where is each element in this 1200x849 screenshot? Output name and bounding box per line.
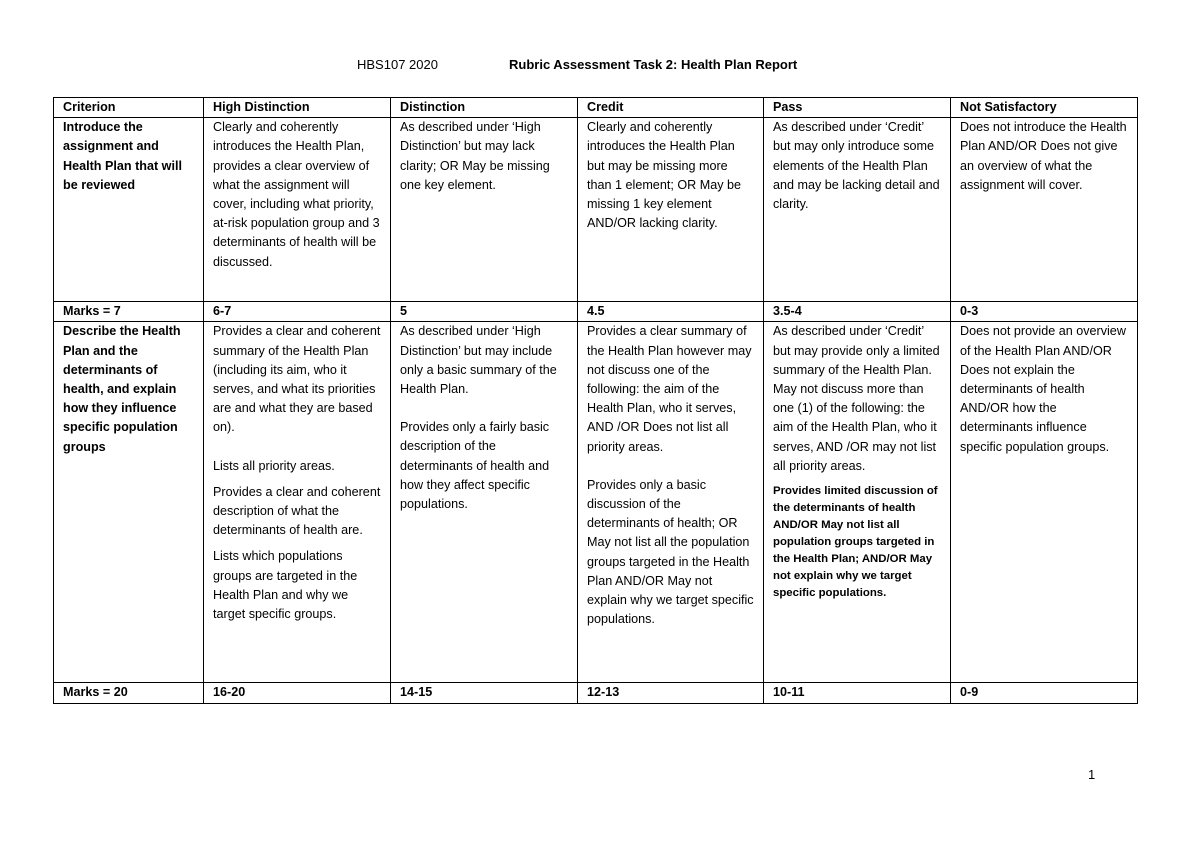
- table-header-row: [54, 98, 1138, 118]
- cell-paragraph: Lists which populations groups are targeted in the Health Plan and why we target specific groups.: [213, 549, 358, 622]
- cell-paragraph: Lists all priority areas.: [213, 458, 335, 473]
- credit-cell: [578, 322, 764, 683]
- pass-cell: [764, 322, 951, 683]
- column-header: Not Satisfactory: [951, 98, 1138, 118]
- page-number: 1: [1088, 767, 1096, 782]
- marks-hd: 6-7: [204, 302, 391, 322]
- marks-d: 14-15: [391, 683, 578, 703]
- cell-paragraph: Provides limited discussion of the determinants of health AND/OR May not list all population groups targeted in the Health Plan; AND/OR May not explain why we target specific populations.: [773, 485, 938, 600]
- high-distinction-cell: [204, 322, 391, 683]
- marks-c: 12-13: [578, 683, 764, 703]
- column-header: High Distinction: [204, 98, 391, 118]
- column-header: Pass: [764, 98, 951, 118]
- marks-ns: 0-9: [951, 683, 1138, 703]
- criterion-cell: Introduce the assignment and Health Plan that will be reviewed: [54, 118, 204, 302]
- marks-c: 4.5: [578, 302, 764, 322]
- table-row: [54, 118, 1138, 302]
- cell-paragraph: Provides a clear and coherent description of what the determinants of health are.: [213, 484, 381, 538]
- column-header: Criterion: [54, 98, 204, 118]
- course-code: HBS107 2020: [357, 57, 438, 72]
- cell-paragraph: Provides a clear and coherent summary of the Health Plan (including its aim, who it serves, and what its priorities are and what they are based on).: [213, 324, 381, 435]
- marks-row: [54, 683, 1138, 703]
- marks-row: [54, 302, 1138, 322]
- distinction-cell: As described under ‘High Distinction’ but may lack clarity; OR May be missing one key element.: [391, 118, 578, 302]
- cell-paragraph: Provides a clear summary of the Health Plan however may not discuss one of the following: the aim of the Health Plan, who it serves, AND /OR Does not list all priority areas.: [587, 324, 752, 454]
- distinction-cell: [391, 322, 578, 683]
- rubric-table: [53, 97, 1138, 704]
- not-satisfactory-cell: Does not introduce the Health Plan AND/OR Does not give an overview of what the assignment will cover.: [951, 118, 1138, 302]
- document-title: Rubric Assessment Task 2: Health Plan Report: [509, 57, 798, 72]
- marks-p: 10-11: [764, 683, 951, 703]
- marks-label: Marks = 20: [54, 683, 204, 703]
- cell-paragraph: As described under ‘High Distinction’ but may include only a basic summary of the Health Plan.: [400, 324, 557, 397]
- cell-paragraph: Provides only a basic discussion of the determinants of health; OR May not list all the population groups targeted in the Health Plan AND/OR May not explain why we target specific populations.: [587, 477, 754, 627]
- criterion-cell: Describe the Health Plan and the determinants of health, and explain how they influence specific population groups: [54, 322, 204, 683]
- marks-hd: 16-20: [204, 683, 391, 703]
- marks-d: 5: [391, 302, 578, 322]
- marks-ns: 0-3: [951, 302, 1138, 322]
- high-distinction-cell: Clearly and coherently introduces the Health Plan, provides a clear overview of what the assignment will cover, including what priority, at-risk population group and 3 determinants of health will be discussed.: [204, 118, 391, 302]
- column-header: Credit: [578, 98, 764, 118]
- column-header: Distinction: [391, 98, 578, 118]
- marks-p: 3.5-4: [764, 302, 951, 322]
- pass-cell: As described under ‘Credit’ but may only introduce some elements of the Health Plan and may be lacking detail and clarity.: [764, 118, 951, 302]
- cell-paragraph: As described under ‘Credit’ but may provide only a limited summary of the Health Plan. May not discuss more than one (1) of the following: the aim of the Health Plan, who it serves, AND /OR may not list all priority areas.: [773, 324, 940, 473]
- cell-paragraph: Provides only a fairly basic description of the determinants of health and how they affect specific populations.: [400, 420, 550, 512]
- not-satisfactory-cell: Does not provide an overview of the Health Plan AND/OR Does not explain the determinants of health AND/OR how the determinants influence specific population groups.: [951, 322, 1138, 683]
- table-row: [54, 322, 1138, 683]
- marks-label: Marks = 7: [54, 302, 204, 322]
- credit-cell: Clearly and coherently introduces the Health Plan but may be missing more than 1 element; OR May be missing 1 key element AND/OR lacking clarity.: [578, 118, 764, 302]
